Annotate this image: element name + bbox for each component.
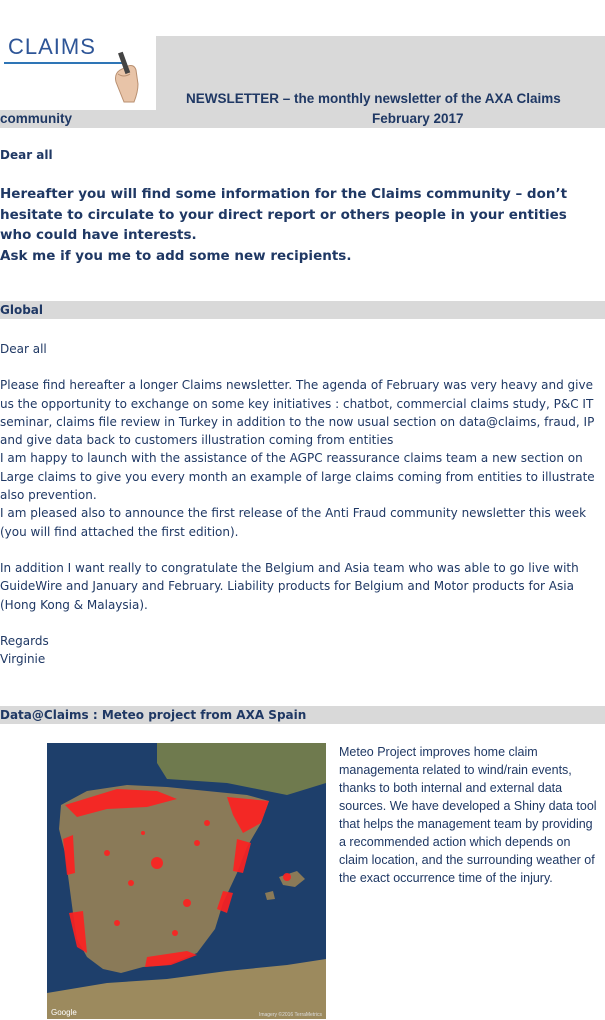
writing-hand-icon (94, 44, 154, 104)
logo-text: CLAIMS (8, 34, 96, 59)
community-label: community (0, 111, 73, 126)
global-greeting: Dear all (0, 342, 47, 356)
global-body (0, 340, 602, 668)
newsletter-date: February 2017 (372, 111, 464, 126)
global-paragraph: Please find hereafter a longer Claims newsletter. The agenda of February was very heavy and give us the opportunity to exchange on some key initiatives : chatbot, commercial claims study, P&C IT seminar, claims file review in Turkey in addition to the now usual section on data@claims, fraud, IP and give data back to customers illustration coming from entities (0, 378, 595, 448)
meteo-description: Meteo Project improves home claim managementa related to wind/rain events, thanks to both internal and external data sources. We have developed a Shiny data tool that helps the management team by providing a recommended action which depends on claim location, and the surrounding weather of the exact occurrence time of the injury. (339, 745, 597, 885)
map-credit: Imagery ©2016 TerraMetrics (258, 1012, 322, 1018)
global-paragraph: I am pleased also to announce the first release of the Anti Fraud community newsletter this week (you will find attached the first edition). (0, 506, 587, 539)
newsletter-title: NEWSLETTER – the monthly newsletter of the AXA Claims (186, 91, 561, 106)
intro-line: Ask me if you me to add some new recipients. (0, 247, 352, 264)
intro-line: Hereafter you will find some information for the Claims community – don’t hesitate to circulate to your direct report or others people in your entities who could have interests. (0, 186, 568, 243)
global-paragraph: I am happy to launch with the assistance of the AGPC reassurance claims team a new section on Large claims to give you every month an example of large claims coming from entities to illustrate also prevention. (0, 451, 595, 503)
signature: Virginie (0, 652, 46, 667)
intro-greeting: Dear all (0, 148, 53, 162)
spain-claims-map (47, 743, 326, 1019)
intro-block (0, 184, 600, 266)
section-title-global: Global (0, 303, 44, 317)
map-watermark: Google (51, 1008, 77, 1017)
section-bar-global (0, 301, 605, 319)
global-paragraph: In addition I want really to congratulate the Belgium and Asia team who was able to go live with GuideWire and January and February. Liability products for Belgium and Motor products for Asia (Hong Kong & Malaysia). (0, 560, 579, 612)
section-title-data-claims: Data@Claims : Meteo project from AXA Spain (0, 708, 307, 722)
map-graphic (47, 743, 326, 1019)
header-strip (0, 110, 605, 128)
closing: Regards (0, 633, 49, 648)
